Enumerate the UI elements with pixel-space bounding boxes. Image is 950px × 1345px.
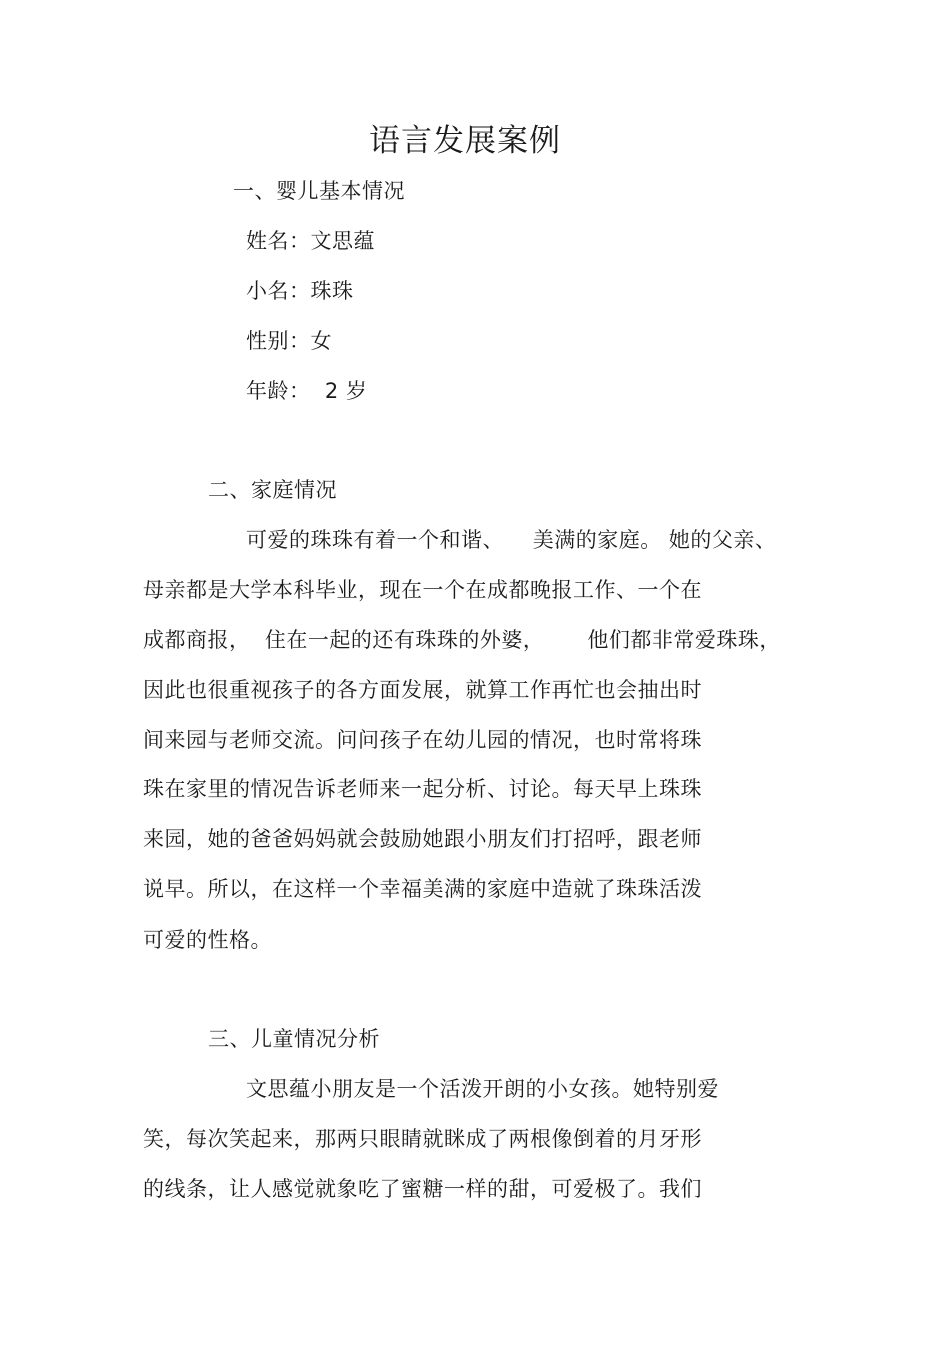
- section2-paragraph-line: 成都商报， 住在一起的还有珠珠的外婆， 他们都非常爱珠珠，: [143, 628, 781, 652]
- section2-paragraph-line: 珠在家里的情况告诉老师来一起分析、讨论。每天早上珠珠: [143, 777, 702, 801]
- section2-paragraph-line: 说早。所以，在这样一个幸福美满的家庭中造就了珠珠活泼: [143, 877, 702, 901]
- section2-paragraph-line: 来园，她的爸爸妈妈就会鼓励她跟小朋友们打招呼，跟老师: [143, 827, 702, 851]
- section2-paragraph-line: 可爱的珠珠有着一个和谐、 美满的家庭。 她的父亲、: [246, 528, 777, 552]
- section2-paragraph-line: 间来园与老师交流。问问孩子在幼儿园的情况，也时常将珠: [143, 728, 702, 752]
- section2-paragraph-line: 因此也很重视孩子的各方面发展，就算工作再忙也会抽出时: [143, 678, 702, 702]
- section2-paragraph-line: 母亲都是大学本科毕业，现在一个在成都晚报工作、一个在: [143, 578, 702, 602]
- section1-heading: 一、婴儿基本情况: [233, 179, 405, 203]
- section2-paragraph-line: 可爱的性格。: [143, 928, 272, 952]
- section3-paragraph-line: 的线条，让人感觉就象吃了蜜糖一样的甜，可爱极了。我们: [143, 1177, 702, 1201]
- name-line: 姓名：文思蕴: [246, 229, 375, 253]
- section3-heading: 三、儿童情况分析: [208, 1027, 380, 1051]
- section3-paragraph-line: 文思蕴小朋友是一个活泼开朗的小女孩。她特别爱: [246, 1077, 719, 1101]
- nickname-line: 小名：珠珠: [246, 279, 354, 303]
- gender-line: 性别：女: [246, 329, 332, 353]
- age-line: 年龄： 2 岁: [246, 379, 368, 403]
- section3-paragraph-line: 笑，每次笑起来，那两只眼睛就眯成了两根像倒着的月牙形: [143, 1127, 702, 1151]
- document-title: 语言发展案例: [369, 123, 561, 159]
- section2-heading: 二、家庭情况: [208, 478, 337, 502]
